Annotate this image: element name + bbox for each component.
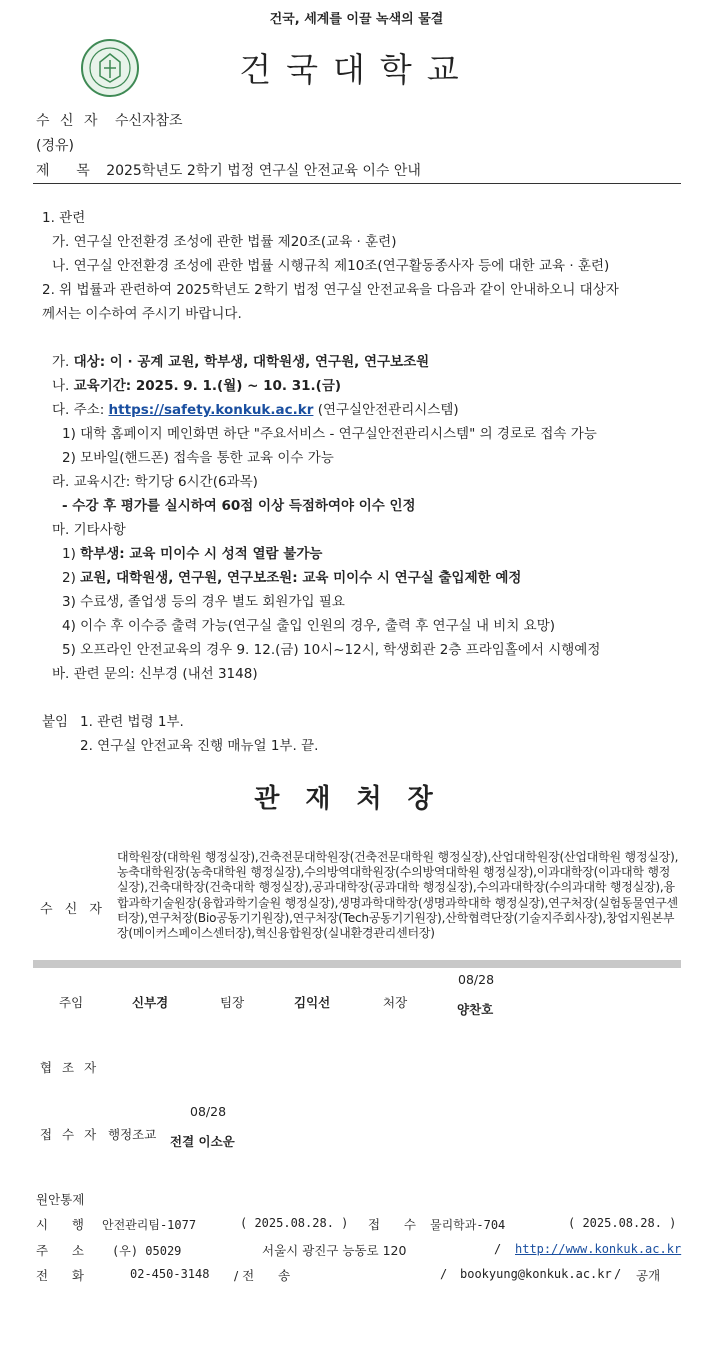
safety-system-link[interactable]: https://safety.konkuk.ac.kr [108,402,314,418]
slogan: 건국, 세계를 이끌 녹색의 물결 [269,12,444,27]
approver-name-2: 김익선 [294,995,331,1010]
item-ma-5: 5) 오프라인 안전교육의 경우 9. 12.(금) 10시~12시, 학생회관 2층 프라임홀에서 시행예정 [62,642,601,658]
recipients-label: 수 신 자 [40,902,106,917]
item-da-1: 1) 대학 홈페이지 메인화면 하단 "주요서비스 - 연구실안전관리시스템" 의 경로로 접속 가능 [62,426,597,442]
section-1b: 나. 연구실 안전환경 조성에 관한 법률 시행규칙 제10조(연구활동종사자 등에 대한 교육 · 훈련) [52,258,610,274]
fax-label: / 전 송 [234,1268,291,1283]
recipient-label: 수 신 자 [36,113,101,129]
item-da: 다. 주소: https://safety.konkuk.ac.kr (연구실안전관리시스템) [52,402,459,418]
exec-date: ( 2025.08.28. ) [240,1216,349,1230]
recipient-value: 수신자참조 [114,113,183,129]
addr-value: 서울시 광진구 능동로 120 [262,1243,407,1258]
public-status: 공개 [636,1268,661,1283]
section-1: 1. 관련 [42,210,86,226]
item-ma-2: 2) 교원, 대학원생, 연구원, 연구보조원: 교육 미이수 시 연구실 출입제한 예정 [62,570,522,586]
section-2: 2. 위 법률과 관련하여 2025학년도 2학기 법정 연구실 안전교육을 다음과 같이 안내하오니 대상자 [42,282,619,298]
item-na-text: 교육기간: 2025. 9. 1.(월) ~ 10. 31.(금) [73,378,342,394]
addr-slash: / [494,1242,502,1256]
item-ga: 가. 대상: 이 · 공계 교원, 학부생, 대학원생, 연구원, 연구보조원 [52,354,430,370]
item-ma: 마. 기타사항 [52,522,126,538]
receiver-name: 전결 이소운 [170,1134,235,1149]
recv-label: 접 수 [368,1217,416,1232]
approver-role-1: 주임 [59,995,84,1010]
subject-value: 2025학년도 2학기 법정 연구실 안전교육 이수 안내 [106,163,421,179]
issuer-title: 관재처장 [254,784,459,814]
item-ra: 라. 교육시간: 학기당 6시간(6과목) [52,474,258,490]
exec-label: 시 행 [36,1217,84,1232]
attachment-2: 2. 연구실 안전교육 진행 매뉴얼 1부. 끝. [80,738,319,754]
attachment-1: 1. 관련 법령 1부. [80,714,184,730]
email-slash: / [440,1267,448,1281]
recipients-list: 대학원장(대학원 행정실장),건축전문대학원장(건축전문대학원 행정실장),산업대학원장(산업대학원 행정실장),농축대학원장(농축대학원 행정실장),수의방역대학원장(수의방역대학원 행정실장),이과대학장(이과대학 행정실장),건축대학장(건축대학 행정실장),공과대학장(공과대학 행정실장),수의과대학장(수의과대학 행정실장),융합과학기술원장(융합과학기술원 행정실장),생명과학대학장(생명과학대학 행정실장),연구처장(실험동물연구센터장),연구처장(Bio공동기기원장),연구처장(Tech공동기기원장),산학협력단장(기술지주회사장),창업지원본부장(메이커스페이스센터장),혁신융합원장(실내환경관리센터장) [117,850,679,941]
subject-row [36,160,421,180]
tel-value: 02-450-3148 [130,1267,210,1281]
item-ga-text: 대상: 이 · 공계 교원, 학부생, 대학원생, 연구원, 연구보조원 [73,354,430,370]
approver-name-3: 양찬호 [457,1002,494,1017]
item-ma-4: 4) 이수 후 이수증 출력 가능(연구실 출입 인원의 경우, 출력 후 연구실 내 비치 요망) [62,618,556,634]
item-da-2: 2) 모바일(핸드폰) 접속을 통한 교육 이수 가능 [62,450,334,466]
approver-role-3: 처장 [383,995,408,1010]
approval-divider [33,960,681,968]
tel-label: 전 화 [36,1268,84,1283]
header-divider [33,183,681,184]
email-value[interactable]: bookyung@konkuk.ac.kr [460,1267,612,1281]
item-ma-3: 3) 수료생, 졸업생 등의 경우 별도 회원가입 필요 [62,594,345,610]
section-2-cont: 께서는 이수하여 주시기 바랍니다. [42,306,242,322]
receiver-role: 행정조교 [108,1127,157,1142]
addr-zip: (우) 05029 [112,1244,182,1258]
attachment-label: 붙임 [42,714,69,730]
section-1a: 가. 연구실 안전환경 조성에 관한 법률 제20조(교육 · 훈련) [52,234,397,250]
cooperator-label: 협 조 자 [40,1060,100,1075]
exec-value: 안전관리팀-1077 [102,1218,197,1232]
receiver-date: 08/28 [190,1104,227,1119]
receiver-label: 접 수 자 [40,1127,100,1142]
homepage-link[interactable]: http://www.konkuk.ac.kr [515,1242,682,1256]
addr-label: 주 소 [36,1243,84,1258]
item-ba: 바. 관련 문의: 신부경 (내선 3148) [52,666,258,682]
item-na: 나. 교육기간: 2025. 9. 1.(월) ~ 10. 31.(금) [52,378,342,394]
item-ra-1: - 수강 후 평가를 실시하여 60점 이상 득점하여야 이수 인정 [62,498,416,514]
recv-value: 물리학과-704 [430,1218,506,1232]
recipient-row [36,110,183,130]
via-label: (경유) [36,138,74,154]
university-name: 건국대학교 [239,50,474,89]
footer-title: 원안통제 [36,1192,85,1207]
approver-role-2: 팀장 [220,995,245,1010]
public-slash: / [614,1267,622,1281]
approval-date: 08/28 [458,972,495,987]
approver-name-1: 신부경 [132,995,169,1010]
item-ma-1: 1) 학부생: 교육 미이수 시 성적 열람 불가능 [62,546,323,562]
recv-date: ( 2025.08.28. ) [568,1216,677,1230]
subject-label: 제 목 [36,163,90,179]
